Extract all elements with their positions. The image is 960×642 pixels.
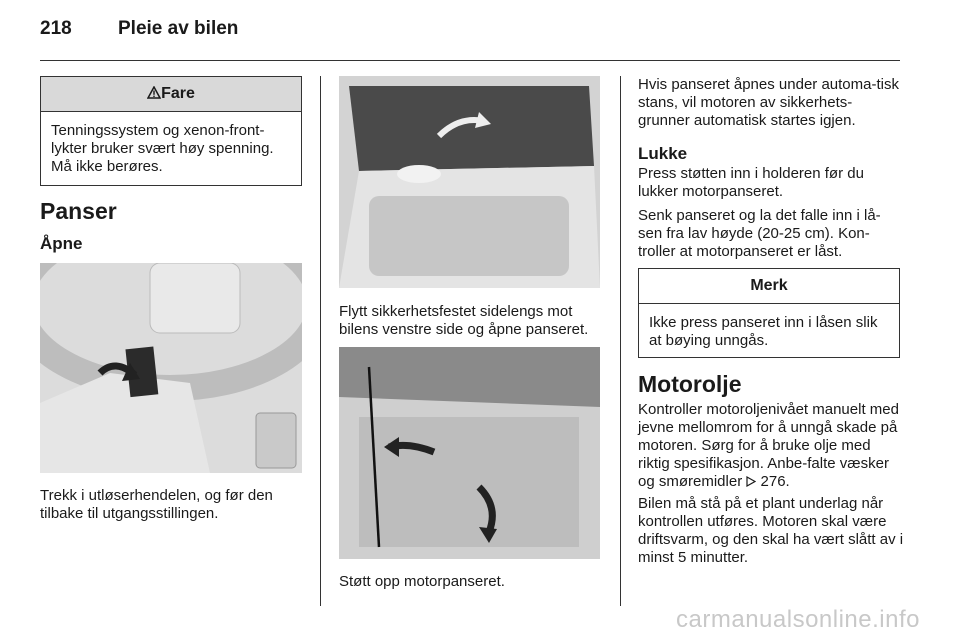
intro-text: Hvis panseret åpnes under automa-tisk stans, vil motoren av sikkerhets-grunner automatisk startes igjen. (638, 76, 899, 129)
oil-page-reference: 276. (760, 473, 790, 490)
warning-text: Tenningssystem og xenon-front-lykter bruker svært høy spenning. Må ikke berøres. (51, 122, 274, 175)
page-reference-icon (746, 476, 756, 487)
note-box (638, 268, 900, 358)
page-title: Pleie av bilen (118, 18, 239, 39)
close-paragraph-1: Press støtten inn i holderen før du lukker motorpanseret. (638, 165, 864, 200)
release-lever-caption: Trekk i utløserhendelen, og før den tilbake til utgangsstillingen. (40, 487, 273, 522)
oil-paragraph-2: Bilen må stå på et plant underlag når kontrollen utføres. Motoren skal være driftsvarm, og den skal ha vært slått av i minst 5 minutter. (638, 495, 904, 566)
warning-box (40, 76, 302, 186)
warning-title: Fare (161, 85, 195, 102)
header-divider (40, 60, 900, 61)
page-number: 218 (40, 18, 72, 39)
subsection-title: Åpne (40, 234, 83, 253)
hood-support-illustration (339, 347, 600, 559)
hood-release-lever-illustration (40, 263, 302, 473)
section-title: Panser (40, 198, 117, 224)
watermark: carmanualsonline.info (676, 606, 920, 633)
oil-section-title: Motorolje (638, 371, 742, 397)
oil-paragraph-1 (638, 401, 900, 491)
safety-catch-caption: Flytt sikkerhetsfestet sidelengs mot bilens venstre side og åpne panseret. (339, 303, 589, 338)
close-title: Lukke (638, 144, 688, 163)
warning-triangle-icon (147, 86, 161, 99)
column-divider (620, 76, 621, 606)
note-text: Ikke press panseret inn i låsen slik at bøying unngås. (649, 314, 878, 349)
column-divider (320, 76, 321, 606)
oil-paragraph-1-text: Kontroller motoroljenivået manuelt med jevne mellomrom for å unngå skade på motoren. Sørg for å bruke olje med riktig spesifikasjon. Anbe-falte væsker og smøremidler (638, 401, 899, 490)
note-header: Merk (639, 269, 899, 304)
close-paragraph-2: Senk panseret og la det falle inn i lå-sen fra lav høyde (20-25 cm). Kon-troller at motorpanseret er låst. (638, 207, 881, 260)
warning-header (41, 77, 301, 112)
open-hood-illustration (339, 76, 600, 288)
hood-support-caption: Støtt opp motorpanseret. (339, 573, 505, 590)
